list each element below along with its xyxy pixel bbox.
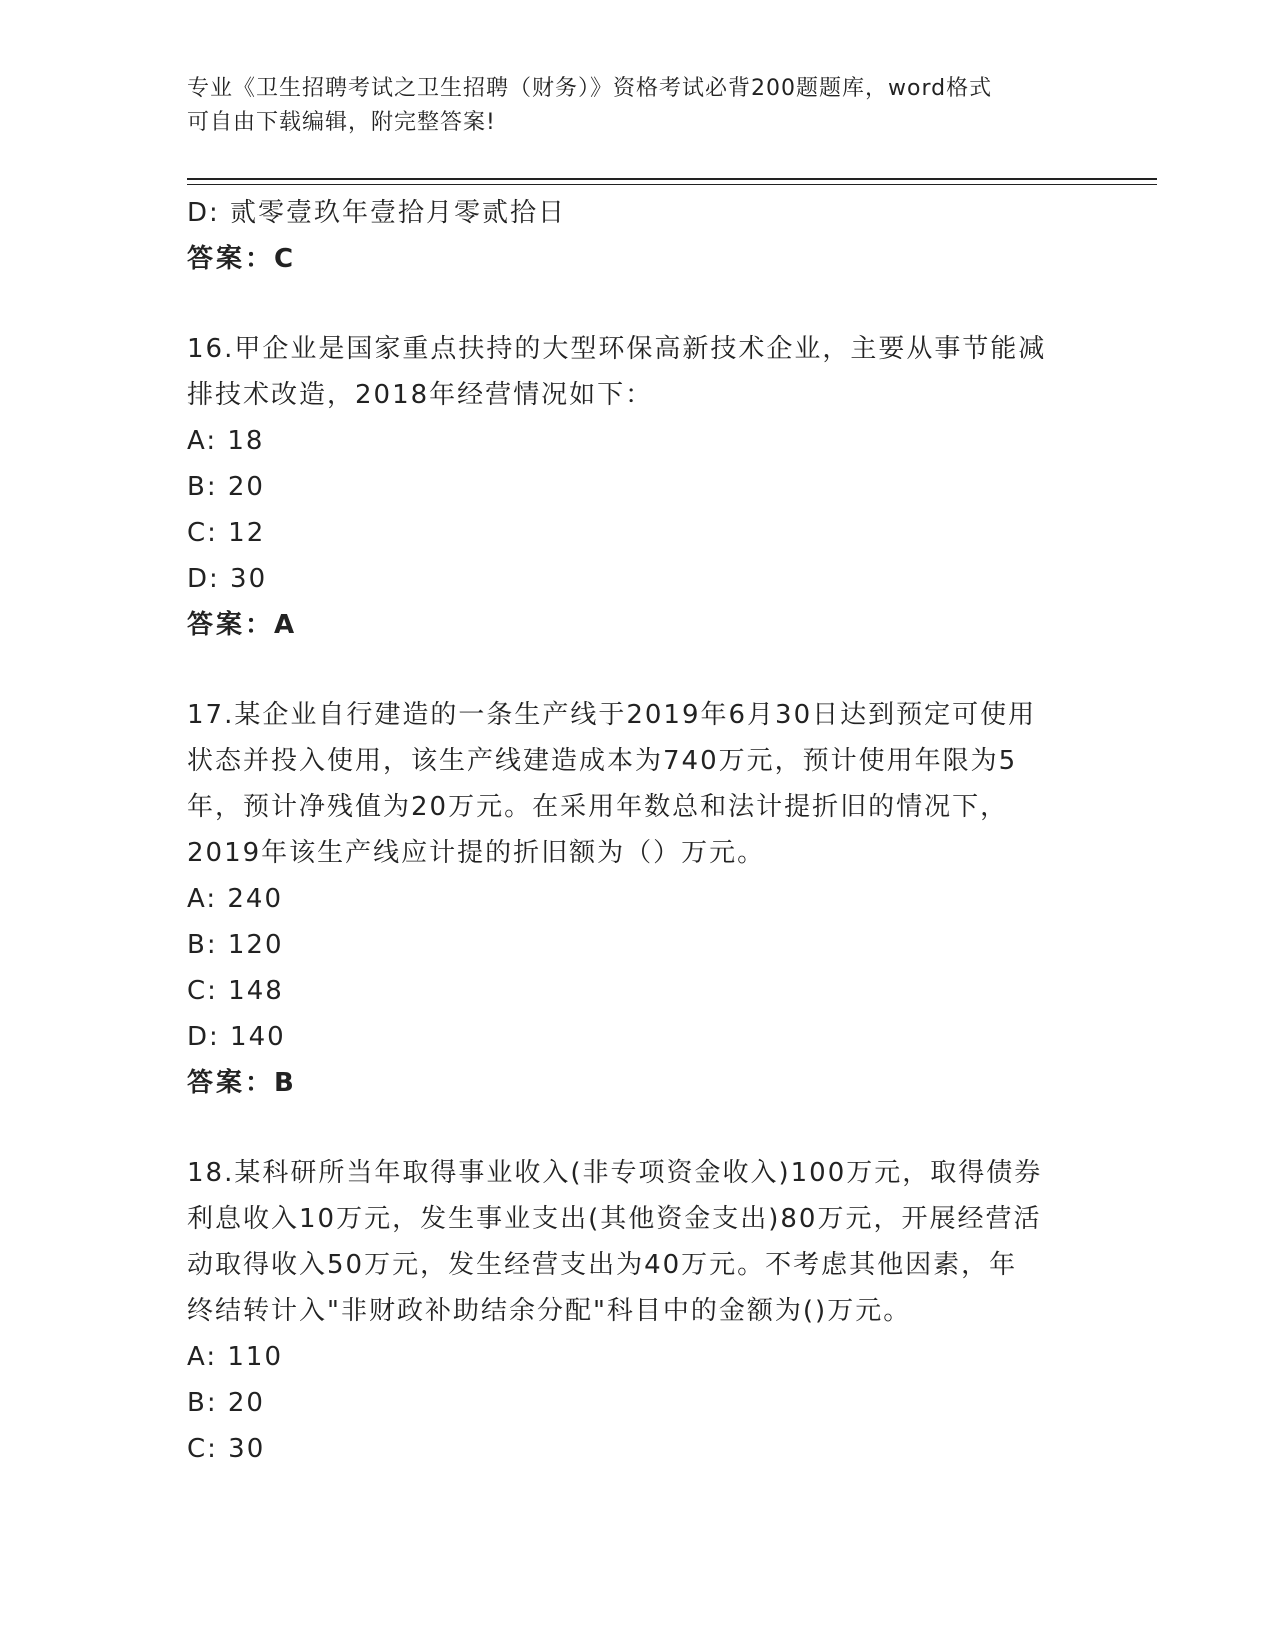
question-stem-line: 2019年该生产线应计提的折旧额为（）万元。 (187, 838, 766, 868)
spacer (187, 282, 1087, 326)
option-a: A: 110 (187, 1342, 283, 1372)
document-header (187, 72, 1087, 140)
option-b: B: 120 (187, 930, 284, 960)
question-18 (187, 1150, 1087, 1472)
question-stem-line: 终结转计入"非财政补助结余分配"科目中的金额为()万元。 (187, 1296, 912, 1326)
question-stem-line: 16.甲企业是国家重点扶持的大型环保高新技术企业，主要从事节能减 (187, 334, 1047, 364)
option-c: C: 12 (187, 518, 266, 548)
option-a: A: 240 (187, 884, 283, 914)
option-d: D: 30 (187, 564, 268, 594)
question-content (187, 190, 1087, 1472)
header-line-1: 专业《卫生招聘考试之卫生招聘（财务）》资格考试必背200题题库，word格式 (187, 76, 993, 101)
answer-line: 答案：A (187, 610, 298, 640)
question-stem-line: 动取得收入50万元，发生经营支出为40万元。不考虑其他因素，年 (187, 1250, 1018, 1280)
question-17 (187, 692, 1087, 1106)
question-stem-line: 状态并投入使用，该生产线建造成本为740万元，预计使用年限为5 (187, 746, 1018, 776)
question-stem-line: 18.某科研所当年取得事业收入(非专项资金收入)100万元，取得债券 (187, 1158, 1043, 1188)
spacer (187, 1106, 1087, 1150)
question-stem-line: 17.某企业自行建造的一条生产线于2019年6月30日达到预定可使用 (187, 700, 1037, 730)
question-stem-line: 利息收入10万元，发生事业支出(其他资金支出)80万元，开展经营活 (187, 1204, 1042, 1234)
question-16 (187, 326, 1087, 648)
option-c: C: 30 (187, 1434, 266, 1464)
question-stem-line: 排技术改造，2018年经营情况如下： (187, 380, 654, 410)
spacer (187, 648, 1087, 692)
header-divider-thin (187, 184, 1157, 185)
answer-line: 答案：B (187, 1068, 297, 1098)
option-a: A: 18 (187, 426, 265, 456)
question-stem-line: 年，预计净残值为20万元。在采用年数总和法计提折旧的情况下， (187, 792, 1009, 822)
answer-line: 答案：C (187, 244, 297, 274)
option-c: C: 148 (187, 976, 284, 1006)
header-divider-thick (187, 178, 1157, 180)
option-d: D: 140 (187, 1022, 286, 1052)
previous-question-tail (187, 190, 1087, 282)
option-b: B: 20 (187, 472, 265, 502)
option-b: B: 20 (187, 1388, 265, 1418)
header-line-2: 可自由下载编辑，附完整答案! (187, 110, 496, 135)
option-d: D: 贰零壹玖年壹拾月零贰拾日 (187, 198, 567, 228)
